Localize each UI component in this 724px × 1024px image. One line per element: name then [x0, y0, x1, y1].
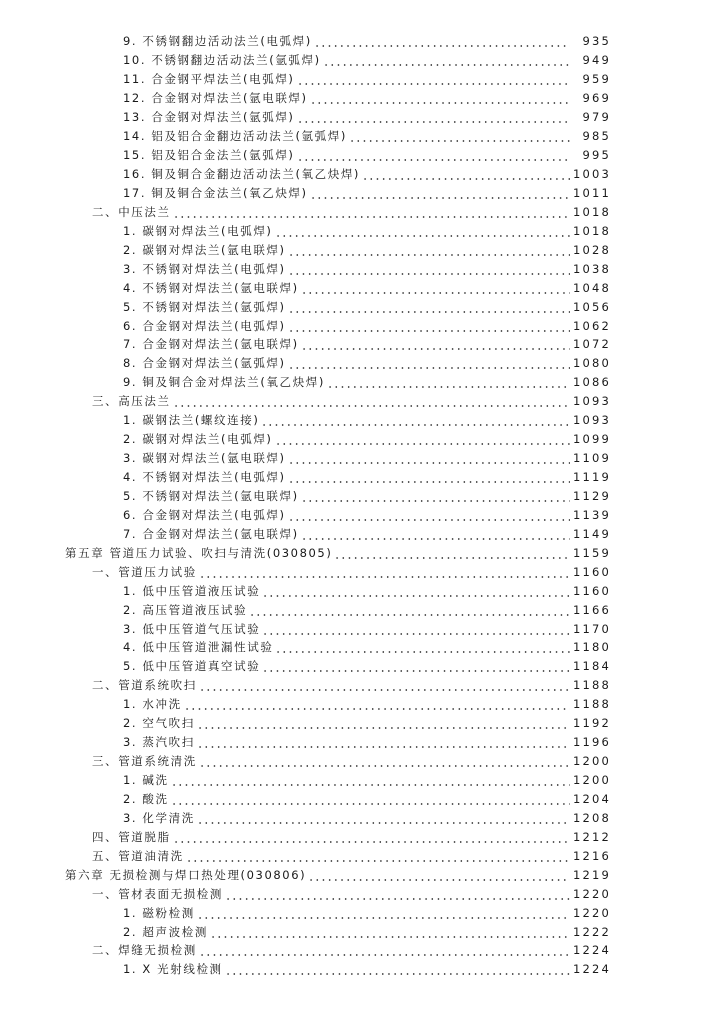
- toc-item-entry: [0, 524, 724, 543]
- toc-entry-title: 10. 不锈钢翻边活动法兰(氩弧焊): [123, 53, 321, 68]
- toc-entry-title: 14. 铝及铝合金翻边活动法兰(氩弧焊): [123, 129, 347, 144]
- toc-item-entry: [0, 790, 724, 809]
- dot-leader: [199, 566, 570, 578]
- toc-entry-page-number: 1224: [573, 962, 612, 977]
- toc-entry-title: 1. 磁粉检测: [123, 905, 195, 920]
- toc-entry-page-number: 959: [582, 72, 611, 87]
- toc-item-entry: [0, 695, 724, 714]
- toc-item-entry: [0, 581, 724, 600]
- toc-section-entry: [0, 752, 724, 771]
- toc-entry-title: 7. 合金钢对焊法兰(氩电联焊): [123, 337, 299, 352]
- toc-section-entry: [0, 392, 724, 411]
- toc-entry-page-number: 949: [582, 53, 611, 68]
- toc-item-entry: [0, 184, 724, 203]
- toc-section-entry: [0, 827, 724, 846]
- toc-item-entry: [0, 165, 724, 184]
- dot-leader: [310, 187, 570, 199]
- toc-item-entry: [0, 51, 724, 70]
- toc-entry-page-number: 1028: [573, 242, 612, 257]
- dot-leader: [199, 944, 570, 956]
- toc-entry-page-number: 935: [582, 34, 611, 49]
- dot-leader: [197, 907, 570, 919]
- toc-section-entry: [0, 884, 724, 903]
- toc-entry-title: 3. 碳钢对焊法兰(氩电联焊): [123, 451, 286, 466]
- dot-leader: [275, 641, 570, 653]
- dot-leader: [301, 282, 570, 294]
- toc-item-entry: [0, 657, 724, 676]
- dot-leader: [288, 471, 570, 483]
- toc-entry-title: 7. 合金钢对焊法兰(氩电联焊): [123, 526, 299, 541]
- toc-entry-page-number: 979: [582, 110, 611, 125]
- toc-entry-title: 3. 不锈钢对焊法兰(电弧焊): [123, 261, 286, 276]
- toc-chapter-entry: [0, 543, 724, 562]
- toc-entry-title: 二、中压法兰: [92, 204, 171, 219]
- toc-item-entry: [0, 638, 724, 657]
- toc-item-entry: [0, 600, 724, 619]
- toc-entry-page-number: 1208: [573, 810, 612, 825]
- dot-leader: [173, 831, 570, 843]
- toc-entry-title: 6. 合金钢对焊法兰(电弧焊): [123, 507, 286, 522]
- dot-leader: [288, 357, 570, 369]
- toc-item-entry: [0, 335, 724, 354]
- dot-leader: [249, 604, 570, 616]
- toc-entry-page-number: 1018: [573, 223, 612, 238]
- dot-leader: [362, 168, 570, 180]
- toc-item-entry: [0, 146, 724, 165]
- dot-leader: [262, 623, 570, 635]
- toc-item-entry: [0, 89, 724, 108]
- dot-leader: [288, 244, 570, 256]
- toc-entry-title: 第六章 无损检测与焊口热处理(030806): [65, 867, 307, 882]
- dot-leader: [314, 35, 570, 47]
- toc-entry-title: 2. 碳钢对焊法兰(电弧焊): [123, 432, 273, 447]
- toc-entry-page-number: 1212: [573, 829, 612, 844]
- toc-entry-page-number: 1149: [573, 526, 612, 541]
- toc-entry-page-number: 1056: [573, 299, 612, 314]
- toc-item-entry: [0, 278, 724, 297]
- toc-entry-page-number: 1170: [573, 621, 612, 636]
- dot-leader: [327, 376, 570, 388]
- toc-entry-page-number: 1180: [573, 640, 612, 655]
- dot-leader: [297, 73, 570, 85]
- toc-entry-title: 15. 铝及铝合金法兰(氩弧焊): [123, 148, 295, 163]
- toc-entry-page-number: 1219: [573, 867, 612, 882]
- toc-entry-title: 6. 合金钢对焊法兰(电弧焊): [123, 318, 286, 333]
- toc-item-entry: [0, 487, 724, 506]
- toc-entry-title: 12. 合金钢对焊法兰(氩电联焊): [123, 91, 308, 106]
- toc-entry-title: 三、高压法兰: [92, 394, 171, 409]
- toc-item-entry: [0, 505, 724, 524]
- toc-item-entry: [0, 127, 724, 146]
- toc-entry-page-number: 1099: [573, 432, 612, 447]
- toc-entry-title: 2. 酸洗: [123, 791, 169, 806]
- dot-leader: [262, 585, 570, 597]
- toc-entry-title: 5. 低中压管道真空试验: [123, 659, 261, 674]
- toc-entry-title: 三、管道系统清洗: [92, 754, 197, 769]
- toc-entry-page-number: 1196: [573, 735, 612, 750]
- dot-leader: [288, 301, 570, 313]
- toc-section-entry: [0, 846, 724, 865]
- dot-leader: [197, 812, 570, 824]
- toc-entry-page-number: 1184: [573, 659, 612, 674]
- dot-leader: [288, 320, 570, 332]
- toc-entry-page-number: 1216: [573, 848, 612, 863]
- dot-leader: [297, 149, 570, 161]
- toc-item-entry: [0, 468, 724, 487]
- dot-leader: [310, 92, 570, 104]
- table-of-contents: [0, 32, 724, 979]
- toc-entry-page-number: 1139: [573, 507, 612, 522]
- toc-entry-title: 17. 铜及铜合金法兰(氧乙炔焊): [123, 185, 308, 200]
- toc-item-entry: [0, 221, 724, 240]
- toc-entry-title: 2. 高压管道液压试验: [123, 602, 248, 617]
- dot-leader: [225, 963, 570, 975]
- toc-entry-title: 1. 水冲洗: [123, 697, 182, 712]
- toc-entry-page-number: 1038: [573, 261, 612, 276]
- toc-entry-page-number: 1093: [573, 413, 612, 428]
- toc-entry-page-number: 1129: [573, 488, 612, 503]
- toc-item-entry: [0, 960, 724, 979]
- toc-entry-page-number: 1224: [573, 943, 612, 958]
- toc-section-entry: [0, 941, 724, 960]
- toc-entry-page-number: 1109: [573, 451, 612, 466]
- toc-item-entry: [0, 411, 724, 430]
- toc-entry-title: 五、管道油清洗: [92, 848, 184, 863]
- dot-leader: [301, 528, 570, 540]
- toc-entry-page-number: 1080: [573, 356, 612, 371]
- dot-leader: [301, 338, 570, 350]
- toc-item-entry: [0, 316, 724, 335]
- toc-entry-page-number: 1011: [573, 185, 612, 200]
- dot-leader: [334, 547, 570, 559]
- toc-item-entry: [0, 808, 724, 827]
- toc-entry-title: 5. 不锈钢对焊法兰(氩弧焊): [123, 299, 286, 314]
- dot-leader: [323, 54, 570, 66]
- toc-entry-title: 16. 铜及铜合金翻边活动法兰(氧乙炔焊): [123, 167, 361, 182]
- toc-entry-page-number: 1048: [573, 280, 612, 295]
- toc-entry-title: 1. X 光射线检测: [123, 962, 223, 977]
- dot-leader: [173, 395, 570, 407]
- toc-entry-title: 8. 合金钢对焊法兰(氩弧焊): [123, 356, 286, 371]
- toc-entry-title: 2. 空气吹扫: [123, 716, 195, 731]
- toc-entry-page-number: 1220: [573, 905, 612, 920]
- dot-leader: [301, 490, 570, 502]
- dot-leader: [171, 774, 570, 786]
- toc-entry-title: 第五章 管道压力试验、吹扫与清洗(030805): [65, 545, 333, 560]
- toc-entry-page-number: 1119: [573, 470, 612, 485]
- dot-leader: [349, 130, 570, 142]
- toc-entry-title: 二、焊缝无损检测: [92, 943, 197, 958]
- toc-entry-title: 1. 碳钢法兰(螺纹连接): [123, 413, 260, 428]
- toc-entry-page-number: 1192: [573, 716, 612, 731]
- toc-section-entry: [0, 202, 724, 221]
- toc-item-entry: [0, 619, 724, 638]
- toc-entry-page-number: 1018: [573, 204, 612, 219]
- dot-leader: [184, 698, 570, 710]
- toc-item-entry: [0, 430, 724, 449]
- dot-leader: [210, 926, 570, 938]
- dot-leader: [173, 206, 570, 218]
- toc-entry-page-number: 1160: [573, 583, 612, 598]
- dot-leader: [199, 679, 570, 691]
- toc-item-entry: [0, 903, 724, 922]
- toc-item-entry: [0, 354, 724, 373]
- dot-leader: [197, 736, 570, 748]
- toc-entry-title: 2. 超声波检测: [123, 924, 208, 939]
- toc-entry-page-number: 1200: [573, 773, 612, 788]
- toc-item-entry: [0, 922, 724, 941]
- toc-entry-title: 四、管道脱脂: [92, 829, 171, 844]
- toc-item-entry: [0, 449, 724, 468]
- toc-entry-page-number: 1160: [573, 564, 612, 579]
- toc-entry-title: 4. 低中压管道泄漏性试验: [123, 640, 274, 655]
- dot-leader: [171, 793, 570, 805]
- toc-entry-title: 1. 碱洗: [123, 773, 169, 788]
- dot-leader: [197, 717, 570, 729]
- toc-entry-title: 一、管材表面无损检测: [92, 886, 223, 901]
- toc-item-entry: [0, 733, 724, 752]
- toc-entry-title: 11. 合金钢平焊法兰(电弧焊): [123, 72, 295, 87]
- toc-entry-title: 1. 低中压管道液压试验: [123, 583, 261, 598]
- toc-entry-title: 9. 铜及铜合金对焊法兰(氧乙炔焊): [123, 375, 325, 390]
- dot-leader: [275, 433, 571, 445]
- dot-leader: [288, 509, 570, 521]
- toc-item-entry: [0, 373, 724, 392]
- toc-entry-page-number: 1222: [573, 924, 612, 939]
- toc-entry-title: 3. 蒸汽吹扫: [123, 735, 195, 750]
- toc-item-entry: [0, 259, 724, 278]
- toc-item-entry: [0, 32, 724, 51]
- toc-entry-title: 一、管道压力试验: [92, 564, 197, 579]
- toc-item-entry: [0, 771, 724, 790]
- toc-entry-page-number: 1166: [573, 602, 612, 617]
- toc-chapter-entry: [0, 865, 724, 884]
- toc-entry-title: 13. 合金钢对焊法兰(氩弧焊): [123, 110, 295, 125]
- toc-entry-page-number: 1204: [573, 791, 612, 806]
- toc-entry-page-number: 1003: [573, 167, 612, 182]
- dot-leader: [288, 452, 570, 464]
- toc-section-entry: [0, 676, 724, 695]
- toc-entry-page-number: 1188: [573, 697, 612, 712]
- toc-entry-title: 5. 不锈钢对焊法兰(氩电联焊): [123, 488, 299, 503]
- toc-entry-title: 4. 不锈钢对焊法兰(电弧焊): [123, 470, 286, 485]
- toc-entry-page-number: 995: [582, 148, 611, 163]
- toc-entry-page-number: 1188: [573, 678, 612, 693]
- toc-entry-title: 二、管道系统吹扫: [92, 678, 197, 693]
- dot-leader: [225, 888, 570, 900]
- toc-item-entry: [0, 240, 724, 259]
- dot-leader: [297, 111, 570, 123]
- dot-leader: [288, 263, 570, 275]
- toc-entry-page-number: 1200: [573, 754, 612, 769]
- toc-entry-page-number: 985: [582, 129, 611, 144]
- toc-entry-page-number: 969: [582, 91, 611, 106]
- toc-entry-title: 1. 碳钢对焊法兰(电弧焊): [123, 223, 273, 238]
- toc-entry-title: 2. 碳钢对焊法兰(氩电联焊): [123, 242, 286, 257]
- toc-entry-title: 4. 不锈钢对焊法兰(氩电联焊): [123, 280, 299, 295]
- toc-item-entry: [0, 108, 724, 127]
- dot-leader: [186, 850, 570, 862]
- dot-leader: [275, 225, 571, 237]
- toc-entry-title: 3. 低中压管道气压试验: [123, 621, 261, 636]
- dot-leader: [199, 755, 570, 767]
- toc-entry-page-number: 1062: [573, 318, 612, 333]
- toc-entry-page-number: 1086: [573, 375, 612, 390]
- toc-item-entry: [0, 70, 724, 89]
- toc-entry-page-number: 1072: [573, 337, 612, 352]
- toc-entry-page-number: 1220: [573, 886, 612, 901]
- dot-leader: [261, 414, 570, 426]
- toc-entry-page-number: 1159: [573, 545, 612, 560]
- toc-item-entry: [0, 297, 724, 316]
- dot-leader: [308, 869, 570, 881]
- toc-section-entry: [0, 562, 724, 581]
- toc-entry-page-number: 1093: [573, 394, 612, 409]
- toc-entry-title: 3. 化学清洗: [123, 810, 195, 825]
- toc-item-entry: [0, 714, 724, 733]
- toc-entry-title: 9. 不锈钢翻边活动法兰(电弧焊): [123, 34, 312, 49]
- dot-leader: [262, 660, 570, 672]
